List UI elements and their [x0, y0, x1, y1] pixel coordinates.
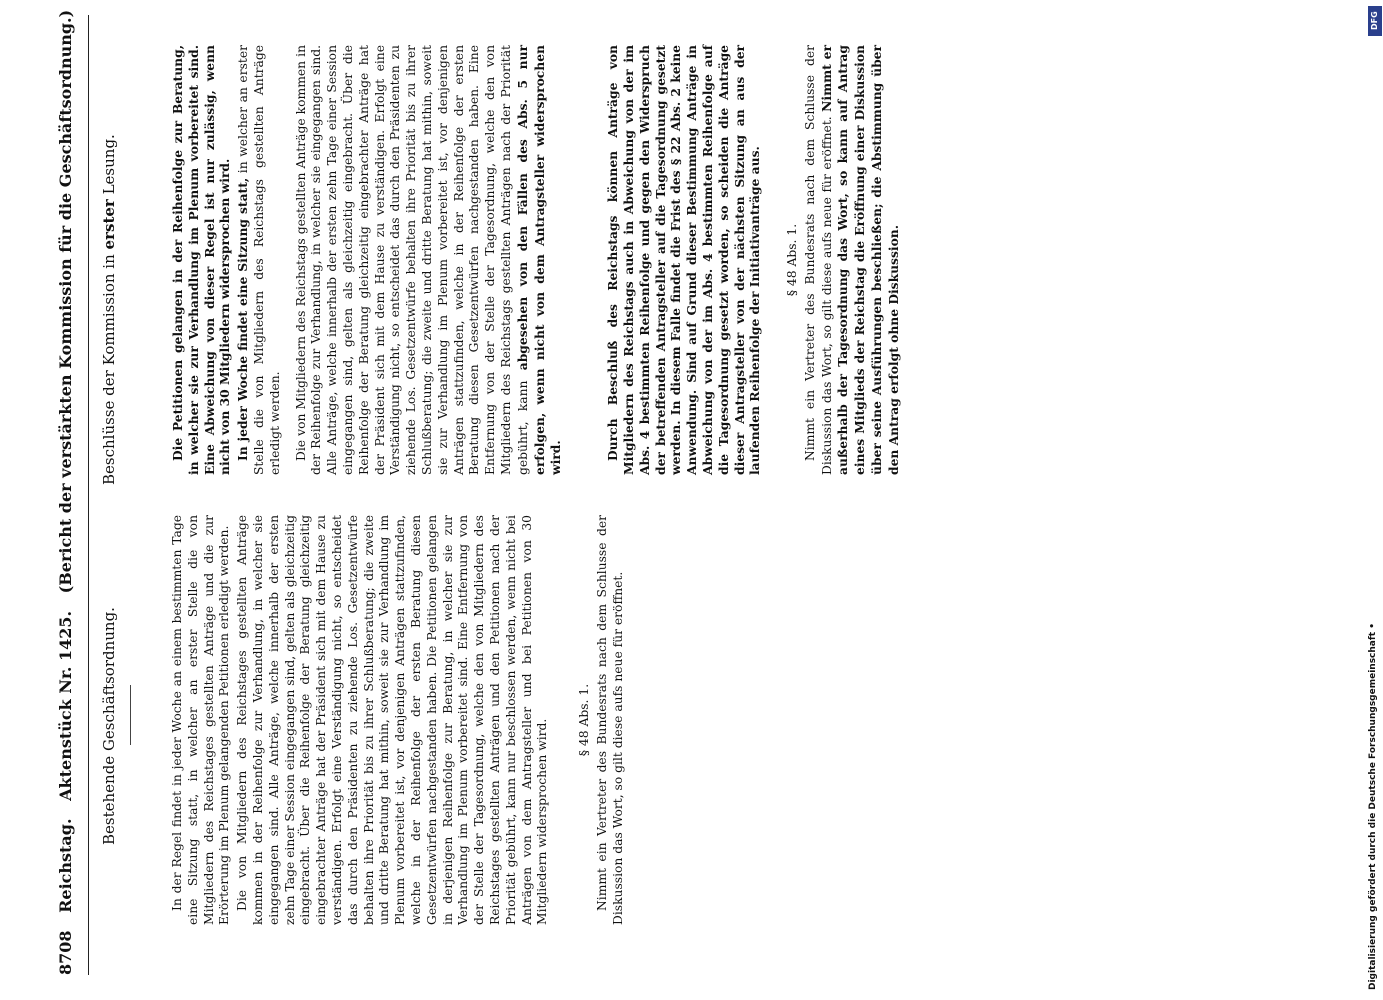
right-title-bold: erster: [100, 199, 118, 250]
right-paragraph-1: Die Petitionen gelangen in der Reihenfolge zur Beratung, in welcher sie zur Verhandlung im Plenum vorbereitet sind. Eine Abweichung von dieser Regel ist nur zulässig, wenn nicht von 30 Mitgliedern widersprochen wird.: [170, 45, 233, 475]
right-paragraph-3: [294, 45, 566, 475]
right-paragraph-5-bold: Nimmt er außerhalb der Tagesordnung das Wort, so kann auf Antrag eines Mitglieds der Reichstag die Eröffnung einer Diskussion über seine Ausführungen beschließen; die Abstimmung über den Antrag erfolgt ohne Diskussion.: [818, 45, 901, 475]
header-document-number: Aktenstück Nr. 1425.: [56, 610, 75, 801]
digitization-credit: Digitalisierung gefördert durch die Deutsche Forschungsgemeinschaft •: [1368, 623, 1378, 990]
rotated-sheet: [50, 9, 1160, 975]
right-paragraph-3-main: Die von Mitgliedern des Reichstags gestellten Anträge kommen in der Reihenfolge zur Verhandlung, in welcher sie eingegangen sind. Alle Anträge, welche innerhalb der ersten zehn Tage einer Session eingegangen sind, gelten als gleichzeitig eingebracht. Über die Reihenfolge der Beratung gleichzeitig eingebrachter Anträge hat der Präsident sich mit dem Hause zu verständigen. Erfolgt eine Verständigung nicht, so entscheidet das durch den Präsidenten zu ziehende Los. Gesetzentwürfe behalten ihre Priorität bis zu ihrer Schlußberatung; die zweite und dritte Beratung hat mithin, soweit sie zur Verhandlung im Plenum vorbereitet ist, vor denjenigen Anträgen stattzufinden, welche in der Reihenfolge der ersten Beratung diesen Gesetzentwürfen nachgestanden haben. Eine Entfernung von der Stelle der Tagesordnung, welche den von Mitgliedern des Reichstags gestellten Anträgen nach der Priorität gebührt, kann: [293, 45, 530, 475]
right-title-post: Lesung.: [100, 134, 118, 200]
right-paragraph-3-bold: abgesehen von den Fällen des Abs. 5 nur erfolgen, wenn nicht von dem Antragsteller widersprochen wird.: [514, 45, 564, 475]
header-subject: (Bericht der verstärkten Kommission für die Geschäftsordnung.): [56, 9, 75, 594]
right-paragraph-5: [803, 45, 903, 475]
right-paragraph-2-rest: in welcher an erster Stelle die von Mitgliedern des Reichstags gestellten Anträge erledigt werden.: [236, 45, 282, 475]
right-column-title: [100, 134, 118, 485]
right-title-pre: Beschlüsse der Kommission in: [100, 249, 118, 485]
left-section-heading: § 48 Abs. 1.: [577, 683, 592, 757]
right-paragraph-2-bold: In jeder Woche findet eine Sitzung statt,: [235, 177, 251, 461]
right-paragraph-2: [235, 45, 283, 475]
page-number: 8708: [56, 930, 75, 975]
left-paragraph-1: In der Regel findet in jeder Woche an einem bestimmten Tage eine Sitzung statt, in welcher an erster Stelle die von Mitgliedern des Reichstages gestellten Anträge und die zur Erörterung im Plenum gelangenden Petitionen erledigt werden.: [170, 515, 232, 925]
dfg-logo: DFG: [1368, 6, 1382, 36]
left-column-title: Bestehende Geschäftsordnung.: [100, 607, 118, 845]
title-rule: [130, 685, 131, 745]
header-rule: [88, 15, 89, 975]
left-paragraph-3: Nimmt ein Vertreter des Bundesrats nach dem Schlusse der Diskussion das Wort, so gilt diese aufs neue für eröffnet.: [594, 515, 625, 925]
header-source: Reichstag.: [56, 818, 75, 913]
left-paragraph-2: Die von Mitgliedern des Reichstages gestellten Anträge kommen in der Reihenfolge zur Verhandlung, in welcher sie eingegangen sind. Alle Anträge, welche innerhalb der ersten zehn Tage einer Session eingegangen sind, gelten als gleichzeitig eingebracht. Über die Reihenfolge der Beratung gleichzeitig eingebrachter Anträge hat der Präsident sich mit dem Hause zu verständigen. Erfolgt eine Verständigung nicht, so entscheidet das durch den Präsidenten zu ziehende Los. Gesetzentwürfe behalten ihre Priorität bis zu ihrer Schlußberatung; die zweite und dritte Beratung hat mithin, soweit sie zur Verhandlung im Plenum vorbereitet ist, vor denjenigen Anträgen stattzufinden, welche in der Reihenfolge der ersten Beratung diesen Gesetzentwürfen nachgestanden haben. Die Petitionen gelangen in derjenigen Reihenfolge zur Beratung, in welcher sie zur Verhandlung im Plenum vorbereitet sind. Eine Entfernung von der Stelle der Tagesordnung, welche den von Mitgliedern des Reichstages gestellten Anträgen und den Petitionen nach der Priorität gebührt, kann nur beschlossen werden, wenn nicht bei Anträgen von dem Antragsteller und bei Petitionen von 30 Mitgliedern widersprochen wird.: [235, 515, 550, 925]
right-section-heading: § 48 Abs. 1.: [785, 223, 800, 297]
running-header: [56, 9, 86, 975]
left-column: [170, 515, 629, 925]
right-paragraph-4: Durch Beschluß des Reichstags können Anträge von Mitgliedern des Reichstags auch in Abweichung von der im Abs. 4 bestimmten Reihenfolge und gegen den Widerspruch der betreffenden Antragsteller auf die Tagesordnung gesetzt werden. In diesem Falle findet die Frist des § 22 Abs. 2 keine Anwendung. Sind auf Grund dieser Bestimmung Anträge in Abweichung von der im Abs. 4 bestimmten Reihenfolge auf die Tagesordnung gesetzt worden, so scheiden die Anträge dieser Antragsteller von der nächsten Sitzung an aus der laufenden Reihenfolge der Initiativanträge aus.: [605, 45, 763, 475]
right-paragraph-5-plain: Nimmt ein Vertreter des Bundesrats nach dem Schlusse der Diskussion das Wort, so gilt diese aufs neue für eröffnet.: [802, 45, 834, 475]
right-column: [170, 45, 905, 475]
